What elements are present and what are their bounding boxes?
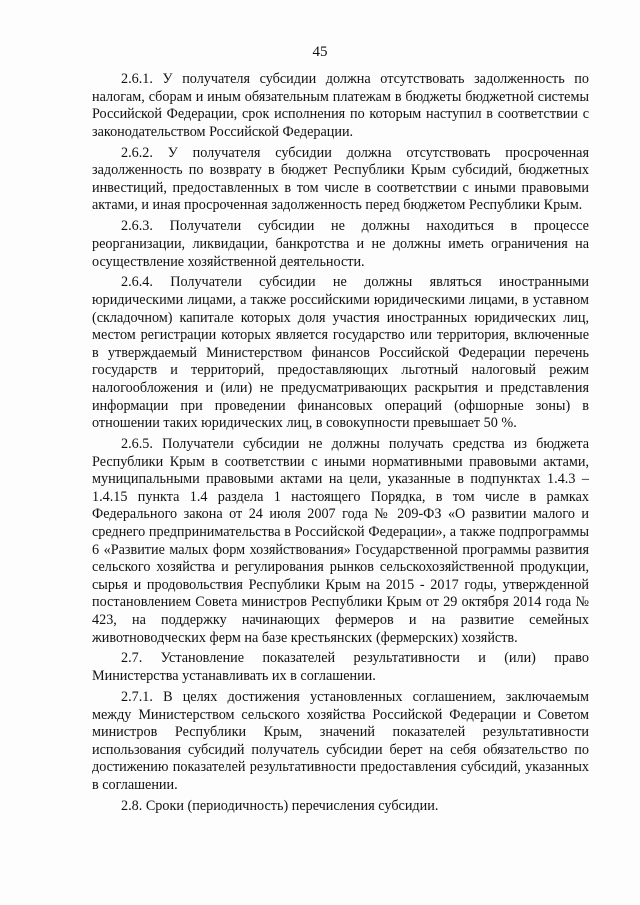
page-number: 45 (312, 44, 328, 60)
document-body (92, 71, 589, 819)
paragraph-2-8: 2.8. Сроки (периодичность) перечисления субсидии. (121, 797, 439, 814)
paragraph-2-7-1: 2.7.1. В целях достижения установленных соглашением, заключаемым между Министерством сельского хозяйства Российской Федерации и Советом министров Республики Крым, значений показателей результативности использования субсидий получатель субсидии берет на себя обязательство по достижению показателей результативности предоставления субсидий, указанных в соглашении. (92, 688, 589, 793)
paragraph-2-6-3: 2.6.3. Получатели субсидии не должны находиться в процессе реорганизации, ликвидации, банкротства и не должны иметь ограничения на осуществление хозяйственной деятельности. (92, 218, 589, 270)
paragraph-2-6-1: 2.6.1. У получателя субсидии должна отсутствовать задолженность по налогам, сборам и иным обязательным платежам в бюджеты бюджетной системы Российской Федерации, срок исполнения по которым наступил в соответствии с законодательством Российской Федерации. (92, 71, 589, 140)
paragraph-2-6-2: 2.6.2. У получателя субсидии должна отсутствовать просроченная задолженность по возврату в бюджет Республики Крым субсидий, бюджетных инвестиций, предоставленных в том числе в соответствии с иными правовыми актами, и иная просроченная задолженность перед бюджетом Республики Крым. (92, 144, 589, 214)
paragraph-2-6-5: 2.6.5. Получатели субсидии не должны получать средства из бюджета Республики Крым в соответствии с иными нормативными правовыми актами, муниципальными правовыми актами на цели, указанные в подпунктах 1.4.3 – 1.4.15 пункта 1.4 раздела 1 настоящего Порядка, в том числе в рамках Федерального закона от 24 июля 2007 года № 209-ФЗ «О развитии малого и среднего предпринимательства в Российской Федерации», а также подпрограммы 6 «Развитие малых форм хозяйствования» Государственной программы развития сельского хозяйства и регулирования рынков сельскохозяйственной продукции, сырья и продовольствия Республики Крым на 2015 - 2017 годы, утвержденной постановлением Совета министров Республики Крым от 29 октября 2014 года № 423, на поддержку начинающих фермеров и на развитие семейных животноводческих ферм на базе крестьянских (фермерских) хозяйств. (92, 436, 589, 646)
paragraph-2-6-4: 2.6.4. Получатели субсидии не должны являться иностранными юридическими лицами, а также российскими юридическими лицами, в уставном (складочном) капитале которых доля участия иностранных юридических лиц, местом регистрации которых является государство или территория, включенные в утверждаемый Министерством финансов Российской Федерации перечень государств и территорий, предоставляющих льготный налоговый режим налогообложения и (или) не предусматривающих раскрытия и представления информации при проведении финансовых операций (офшорные зоны) в отношении таких юридических лиц, в совокупности превышает 50 %. (92, 274, 589, 432)
paragraph-2-7: 2.7. Установление показателей результативности и (или) право Министерства устанавливать их в соглашении. (92, 650, 589, 685)
